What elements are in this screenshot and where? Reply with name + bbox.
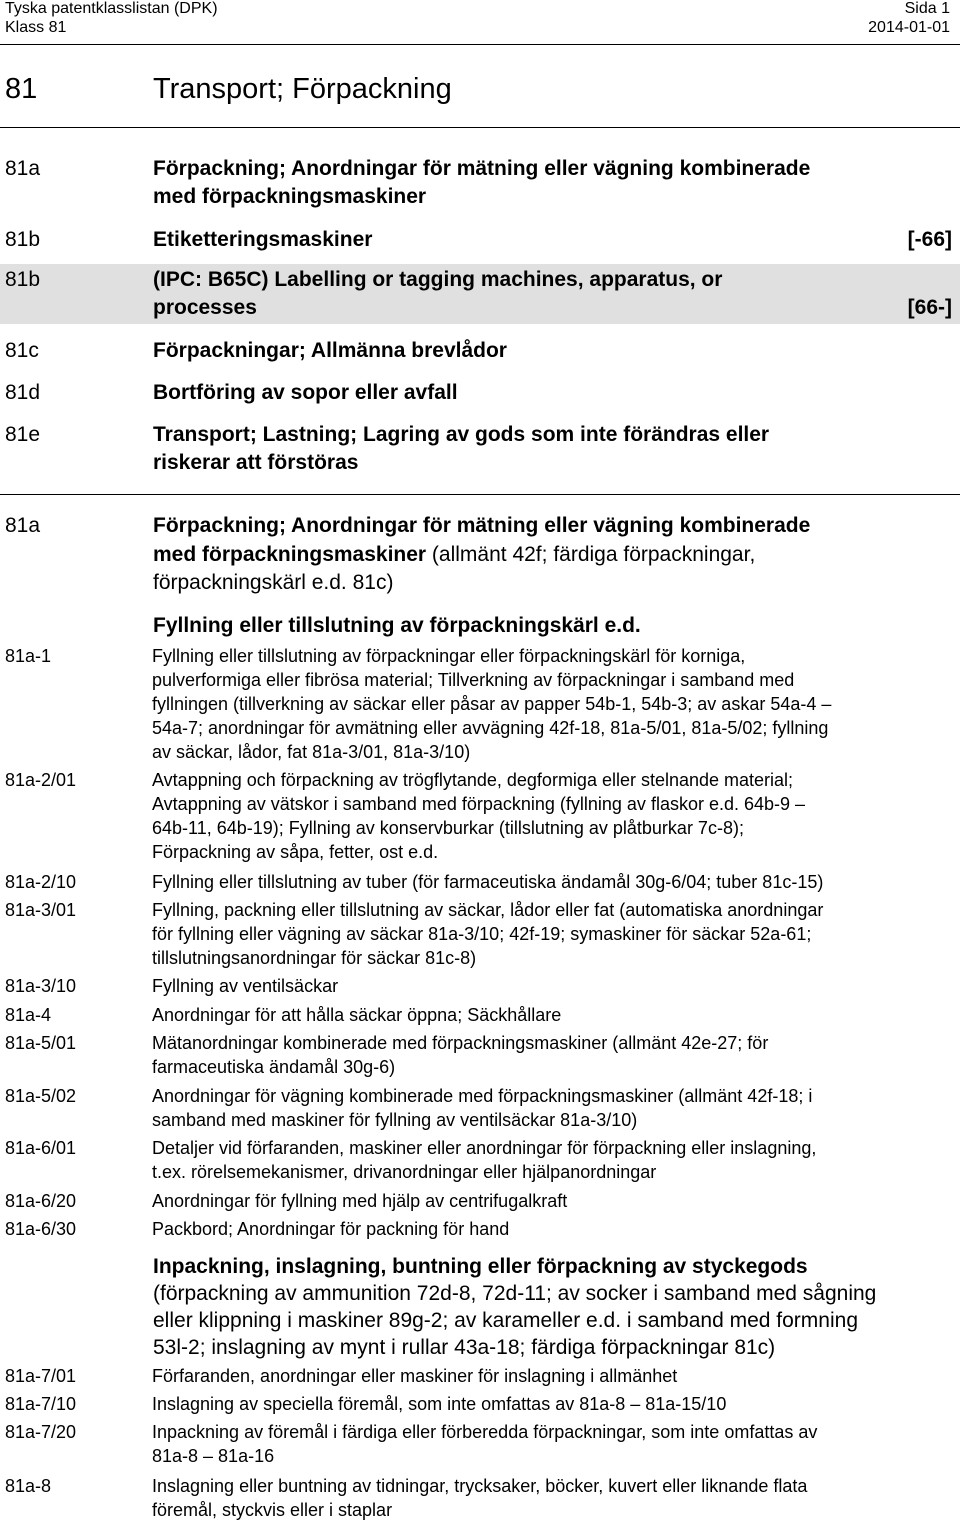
entry-code: 81a-2/10: [5, 872, 77, 892]
entry-line: Fyllning av ventilsäckar: [152, 976, 339, 996]
list-item: [0, 1136, 960, 1184]
entry-line: för fyllning eller vägning av säckar 81a-3/10; 42f-19; symaskiner för säckar 52a-61;: [152, 924, 812, 944]
date-range: [66-]: [907, 296, 952, 319]
entry-line: Inslagning eller buntning av tidningar, trycksaker, böcker, kuvert eller liknande flata: [152, 1476, 808, 1496]
overview-line-2: med förpackningsmaskiner: [153, 185, 427, 208]
entry-line: pulverformiga eller fibrösa material; Tillverkning av förpackningar i samband med: [152, 670, 795, 690]
overview-row: [0, 421, 960, 477]
list-item: [0, 870, 960, 894]
document-title: Tyska patentklasslistan (DPK): [5, 0, 218, 17]
entry-line: Inpackning av föremål i färdiga eller förberedda förpackningar, som inte omfattas av: [152, 1422, 818, 1442]
group-title-line-2: [153, 541, 952, 570]
list-item: [0, 768, 960, 864]
list-item: [0, 1392, 960, 1416]
overview-code: 81b: [5, 228, 41, 251]
entry-line: Inslagning av speciella föremål, som inte omfattas av 81a-8 – 81a-15/10: [152, 1394, 727, 1414]
entry-line: 54a-7; anordningar för avmätning eller avvägning 42f-18, 81a-5/01, 81a-5/02; fyllning: [152, 718, 829, 738]
date-range: [-66]: [907, 228, 952, 251]
section-heading: [0, 612, 960, 640]
entry-code: 81a-7/01: [5, 1366, 77, 1386]
overview-line-2: riskerar att förstöras: [153, 451, 359, 474]
list-item: [0, 644, 960, 764]
entry-line: tillslutningsanordningar för säckar 81c-8): [152, 948, 477, 968]
entry-code: 81a-1: [5, 646, 52, 666]
entry-code: 81a-5/02: [5, 1086, 77, 1106]
entry-line: t.ex. rörelsemekanismer, drivanordningar eller hjälpanordningar: [152, 1162, 657, 1182]
entry-line: Fyllning eller tillslutning av tuber (för farmaceutiska ändamål 30g-6/04; tuber 81c-15): [152, 872, 824, 892]
overview-line-1: Etiketteringsmaskiner: [153, 228, 373, 251]
entry-line: av säckar, lådor, fat 81a-3/01, 81a-3/10): [152, 742, 471, 762]
entry-line: 81a-8 – 81a-16: [152, 1446, 275, 1466]
list-item: [0, 898, 960, 970]
group-title-line-1: Förpackning; Anordningar för mätning eller vägning kombinerade: [153, 514, 811, 537]
section-heading: [0, 1253, 960, 1365]
list-item: [0, 1003, 960, 1027]
overview-row: [0, 155, 960, 211]
entry-code: 81a-3/01: [5, 900, 77, 920]
section-note-line: (förpackning av ammunition 72d-8, 72d-11; av socker i samband med sågning: [153, 1282, 877, 1305]
entry-code: 81a-7/20: [5, 1422, 77, 1442]
overview-row: [0, 226, 960, 254]
entry-code: 81a-5/01: [5, 1033, 77, 1053]
entry-line: Packbord; Anordningar för packning för hand: [152, 1219, 510, 1239]
entry-line: fyllningen (tillverkning av säckar eller påsar av papper 54b-1, 54b-3; av askar 54a-4 –: [152, 694, 832, 714]
overview-line-1: (IPC: B65C) Labelling or tagging machines, apparatus, or: [153, 268, 723, 291]
overview-line-1: Bortföring av sopor eller avfall: [153, 381, 458, 404]
section-note-line: 53l-2; inslagning av mynt i rullar 43a-18; färdiga förpackningar 81c): [153, 1336, 776, 1359]
document-date: 2014-01-01: [868, 19, 950, 36]
entry-code: 81a-6/20: [5, 1191, 77, 1211]
entry-line: Avtappning och förpackning av trögflytande, degformiga eller stelnande material;: [152, 770, 794, 790]
entry-code: 81a-6/30: [5, 1219, 77, 1239]
entry-line: Förfaranden, anordningar eller maskiner för inslagning i allmänhet: [152, 1366, 678, 1386]
overview-line-1: Transport; Lastning; Lagring av gods som inte förändras eller: [153, 423, 770, 446]
overview-row: [0, 379, 960, 407]
entry-code: 81a-7/10: [5, 1394, 77, 1414]
class-title: Transport; Förpackning: [153, 73, 452, 105]
header-divider: [0, 44, 960, 45]
list-item: [0, 1474, 960, 1522]
overview-row: [0, 337, 960, 365]
entry-code: 81a-8: [5, 1476, 52, 1496]
entry-line: Fyllning eller tillslutning av förpackningar eller förpackningskärl för korniga,: [152, 646, 746, 666]
entry-line: Anordningar för att hålla säckar öppna; Säckhållare: [152, 1005, 562, 1025]
class-title-code: 81: [5, 73, 38, 105]
class-label: Klass 81: [5, 19, 67, 36]
overview-code: 81e: [5, 423, 41, 446]
section-note-line: eller klippning i maskiner 89g-2; av karameller e.d. i samband med formning: [153, 1309, 858, 1332]
entry-line: Avtappning av vätskor i samband med förpackning (fyllning av flaskor e.d. 64b-9 –: [152, 794, 806, 814]
list-item: [0, 1084, 960, 1132]
group-title-bold: med förpackningsmaskiner: [153, 542, 427, 566]
entry-line: Anordningar för vägning kombinerade med förpackningsmaskiner (allmänt 42f-18; i: [152, 1086, 813, 1106]
section-title: Inpackning, inslagning, buntning eller förpackning av styckegods: [153, 1255, 808, 1278]
overview-code: 81c: [5, 339, 39, 362]
list-item: [0, 1189, 960, 1213]
page-header: [0, 0, 960, 48]
group-title-note: (allmänt 42f; färdiga förpackningar,: [426, 542, 756, 566]
overview-code: 81a: [5, 157, 41, 180]
entry-code: 81a-6/01: [5, 1138, 77, 1158]
list-item: [0, 1217, 960, 1241]
overview-line-1: Förpackning; Anordningar för mätning eller vägning kombinerade: [153, 157, 811, 180]
entry-line: Förpackning av såpa, fetter, ost e.d.: [152, 842, 439, 862]
entry-line: Detaljer vid förfaranden, maskiner eller anordningar för förpackning eller inslagning,: [152, 1138, 817, 1158]
group-title-line-3: förpackningskärl e.d. 81c): [153, 571, 394, 594]
overview-row-shaded: [0, 264, 960, 324]
list-item: [0, 974, 960, 998]
entry-line: Mätanordningar kombinerade med förpackningsmaskiner (allmänt 42e-27; för: [152, 1033, 769, 1053]
group-code: 81a: [5, 514, 41, 537]
overview-code: 81b: [5, 268, 41, 291]
entry-line: farmaceutiska ändamål 30g-6): [152, 1057, 396, 1077]
entry-code: 81a-3/10: [5, 976, 77, 996]
title-divider: [0, 127, 960, 128]
entry-code: 81a-4: [5, 1005, 52, 1025]
entry-line: föremål, styckvis eller i staplar: [152, 1500, 393, 1520]
overview-line-1: Förpackningar; Allmänna brevlådor: [153, 339, 507, 362]
entry-line: Fyllning, packning eller tillslutning av säckar, lådor eller fat (automatiska anordningar: [152, 900, 824, 920]
page-number: Sida 1: [904, 0, 950, 17]
overview-line-2: processes: [153, 296, 257, 319]
entry-code: 81a-2/01: [5, 770, 77, 790]
overview-code: 81d: [5, 381, 41, 404]
group-heading: [0, 512, 960, 602]
list-item: [0, 1364, 960, 1388]
section-title: Fyllning eller tillslutning av förpackningskärl e.d.: [153, 614, 641, 637]
list-item: [0, 1031, 960, 1079]
list-item: [0, 1420, 960, 1468]
entry-line: samband med maskiner för fyllning av ventilsäckar 81a-3/10): [152, 1110, 638, 1130]
entry-line: 64b-11, 64b-19); Fyllning av konservburkar (tillslutning av plåtburkar 7c-8);: [152, 818, 744, 838]
overview-divider: [0, 494, 960, 495]
entry-line: Anordningar för fyllning med hjälp av centrifugalkraft: [152, 1191, 568, 1211]
